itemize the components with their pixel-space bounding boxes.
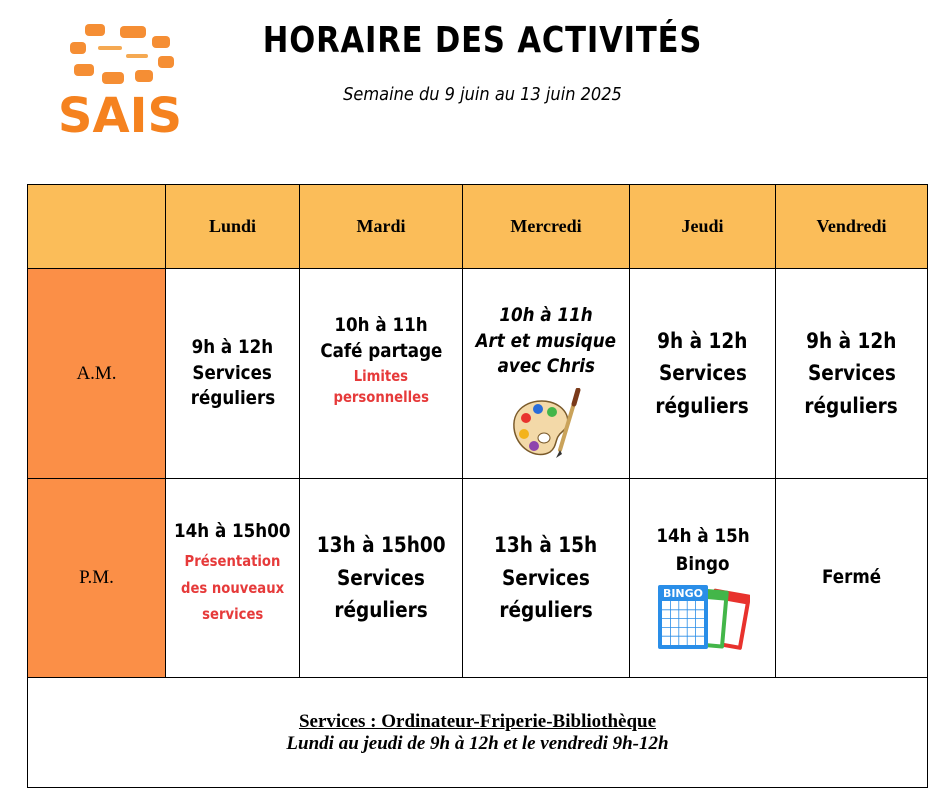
cell-pm-vendredi (776, 479, 927, 678)
activity-text: Services (807, 361, 896, 386)
activity-text: Bingo (675, 553, 730, 575)
activity-text: Café partage (319, 339, 443, 362)
time-text: 13h à 15h (494, 533, 598, 558)
schedule-table (27, 184, 928, 788)
header-corner (28, 185, 166, 269)
time-text: 14h à 15h (655, 524, 750, 547)
day-header-vendredi: Vendredi (776, 185, 927, 269)
activity-text: Art et musique (475, 329, 617, 352)
activity-text: réguliers (655, 393, 750, 418)
activity-text: réguliers (804, 393, 899, 418)
cell-am-mardi (300, 269, 463, 479)
services-hours: Lundi au jeudi de 9h à 12h et le vendredi 9h-12h (286, 732, 669, 754)
activity-text: avec Chris (497, 355, 595, 378)
activity-text: Services (658, 361, 747, 386)
note-text: services (201, 604, 264, 623)
time-text: 9h à 12h (657, 328, 748, 353)
time-text: 10h à 11h (499, 304, 593, 327)
paint-palette-icon (508, 388, 584, 460)
logo-text: SAIS (57, 88, 183, 142)
time-text: 13h à 15h00 (316, 533, 446, 558)
day-header-mardi: Mardi (300, 185, 463, 269)
page-subtitle: Semaine du 9 juin au 13 juin 2025 (343, 84, 622, 105)
bingo-card-label: BINGO (662, 586, 703, 600)
note-text: des nouveaux (180, 578, 285, 597)
time-text: 9h à 12h (191, 336, 274, 359)
activity-text: Services (502, 565, 590, 590)
note-text: Présentation (184, 552, 281, 571)
day-header-jeudi: Jeudi (630, 185, 776, 269)
cell-am-vendredi (776, 269, 927, 479)
row-label-am: A.M. (28, 269, 166, 479)
day-header-lundi: Lundi (166, 185, 300, 269)
cell-pm-jeudi (630, 479, 776, 678)
activity-text: réguliers (190, 387, 275, 410)
cell-pm-lundi (166, 479, 300, 678)
activity-text: Services (337, 565, 425, 590)
day-header-mercredi: Mercredi (463, 185, 630, 269)
time-text: 10h à 11h (334, 313, 428, 336)
page-title: HORAIRE DES ACTIVITÉS (262, 20, 703, 61)
note-text: personnelles (333, 388, 429, 407)
activity-text: Services (192, 361, 273, 384)
cell-pm-mardi (300, 479, 463, 678)
row-label-pm: P.M. (28, 479, 166, 678)
note-text: Limites (353, 367, 409, 386)
bingo-cards-icon (656, 583, 750, 653)
activity-text: réguliers (334, 598, 428, 623)
cell-am-mercredi (463, 269, 630, 479)
time-text: 9h à 12h (806, 328, 897, 353)
activity-text: réguliers (499, 598, 593, 623)
cell-am-jeudi (630, 269, 776, 479)
closed-text: Fermé (821, 566, 882, 589)
services-list: Services : Ordinateur-Friperie-Bibliothèque (298, 710, 657, 732)
cell-am-lundi (166, 269, 300, 479)
cell-pm-mercredi (463, 479, 630, 678)
services-footer (28, 678, 927, 787)
time-text: 14h à 15h00 (174, 519, 291, 542)
